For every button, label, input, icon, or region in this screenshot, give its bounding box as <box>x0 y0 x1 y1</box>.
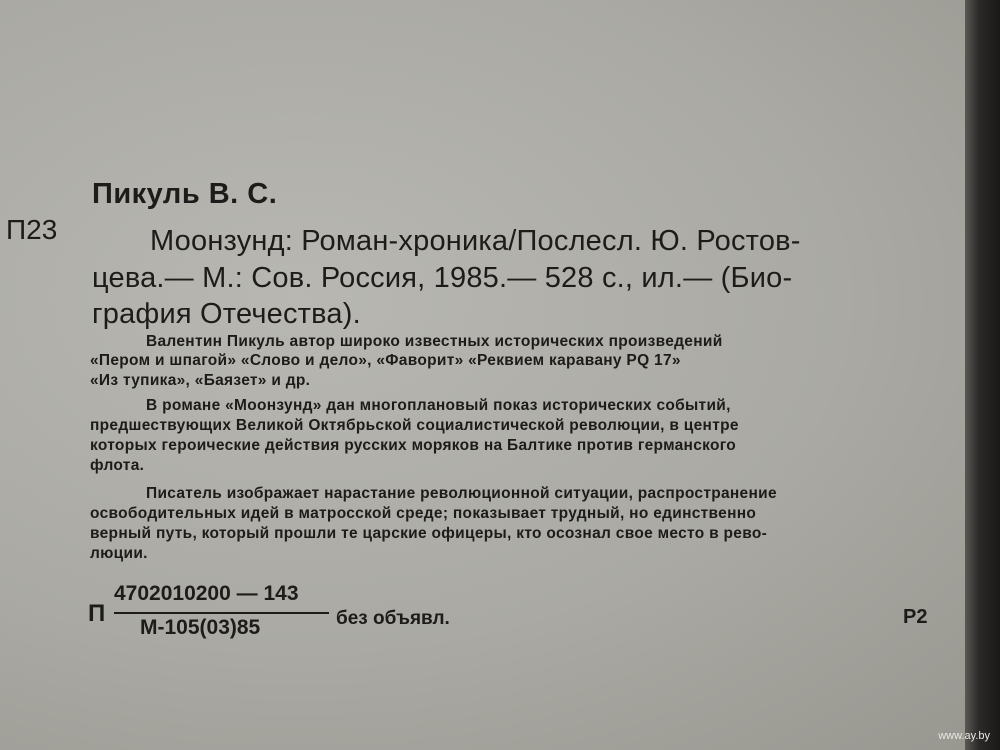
annotation-line-2: «Пером и шпагой» «Слово и дело», «Фаворит» «Реквием каравану PQ 17» <box>90 352 681 369</box>
no-announcement-note: без объявл. <box>336 608 450 629</box>
watermark: www.ay.by <box>938 730 990 742</box>
fraction-numerator: 4702010200 — 143 <box>114 582 299 605</box>
annotation-line-6: которых героические действия русских моряков на Балтике против германского <box>90 437 737 454</box>
description-line-3: графия Отечества). <box>92 298 361 330</box>
author-name: Пикуль В. С. <box>92 178 278 210</box>
description-line-2: цева.— М.: Сов. Россия, 1985.— 528 с., ил.— (Био- <box>92 262 793 294</box>
description-line-1: Моонзунд: Роман-хроника/Послесл. Ю. Ростов- <box>150 225 801 257</box>
annotation-line-10: верный путь, который прошли те царские офицеры, кто осознал свое место в рево- <box>90 525 768 542</box>
classification-code: Р2 <box>903 606 928 628</box>
fraction-bar <box>114 612 329 614</box>
fraction-denominator: М-105(03)85 <box>140 616 261 639</box>
annotation-line-11: люции. <box>90 545 148 562</box>
annotation-line-1: Валентин Пикуль автор широко известных исторических произведений <box>146 333 723 350</box>
annotation-line-9: освободительных идей в матросской среде; показывает трудный, но единственно <box>90 505 757 522</box>
annotation-line-5: предшествующих Великой Октябрьской социалистической революции, в центре <box>90 417 739 434</box>
annotation-line-7: флота. <box>90 457 145 474</box>
annotation-line-4: В романе «Моонзунд» дан многоплановый показ исторических событий, <box>146 397 731 414</box>
index-code: П23 <box>6 214 58 245</box>
annotation-line-8: Писатель изображает нарастание революционной ситуации, распространение <box>146 485 777 502</box>
annotation-line-3: «Из тупика», «Баязет» и др. <box>90 372 311 389</box>
fraction-prefix: П <box>88 600 106 627</box>
book-spine <box>965 0 1000 750</box>
